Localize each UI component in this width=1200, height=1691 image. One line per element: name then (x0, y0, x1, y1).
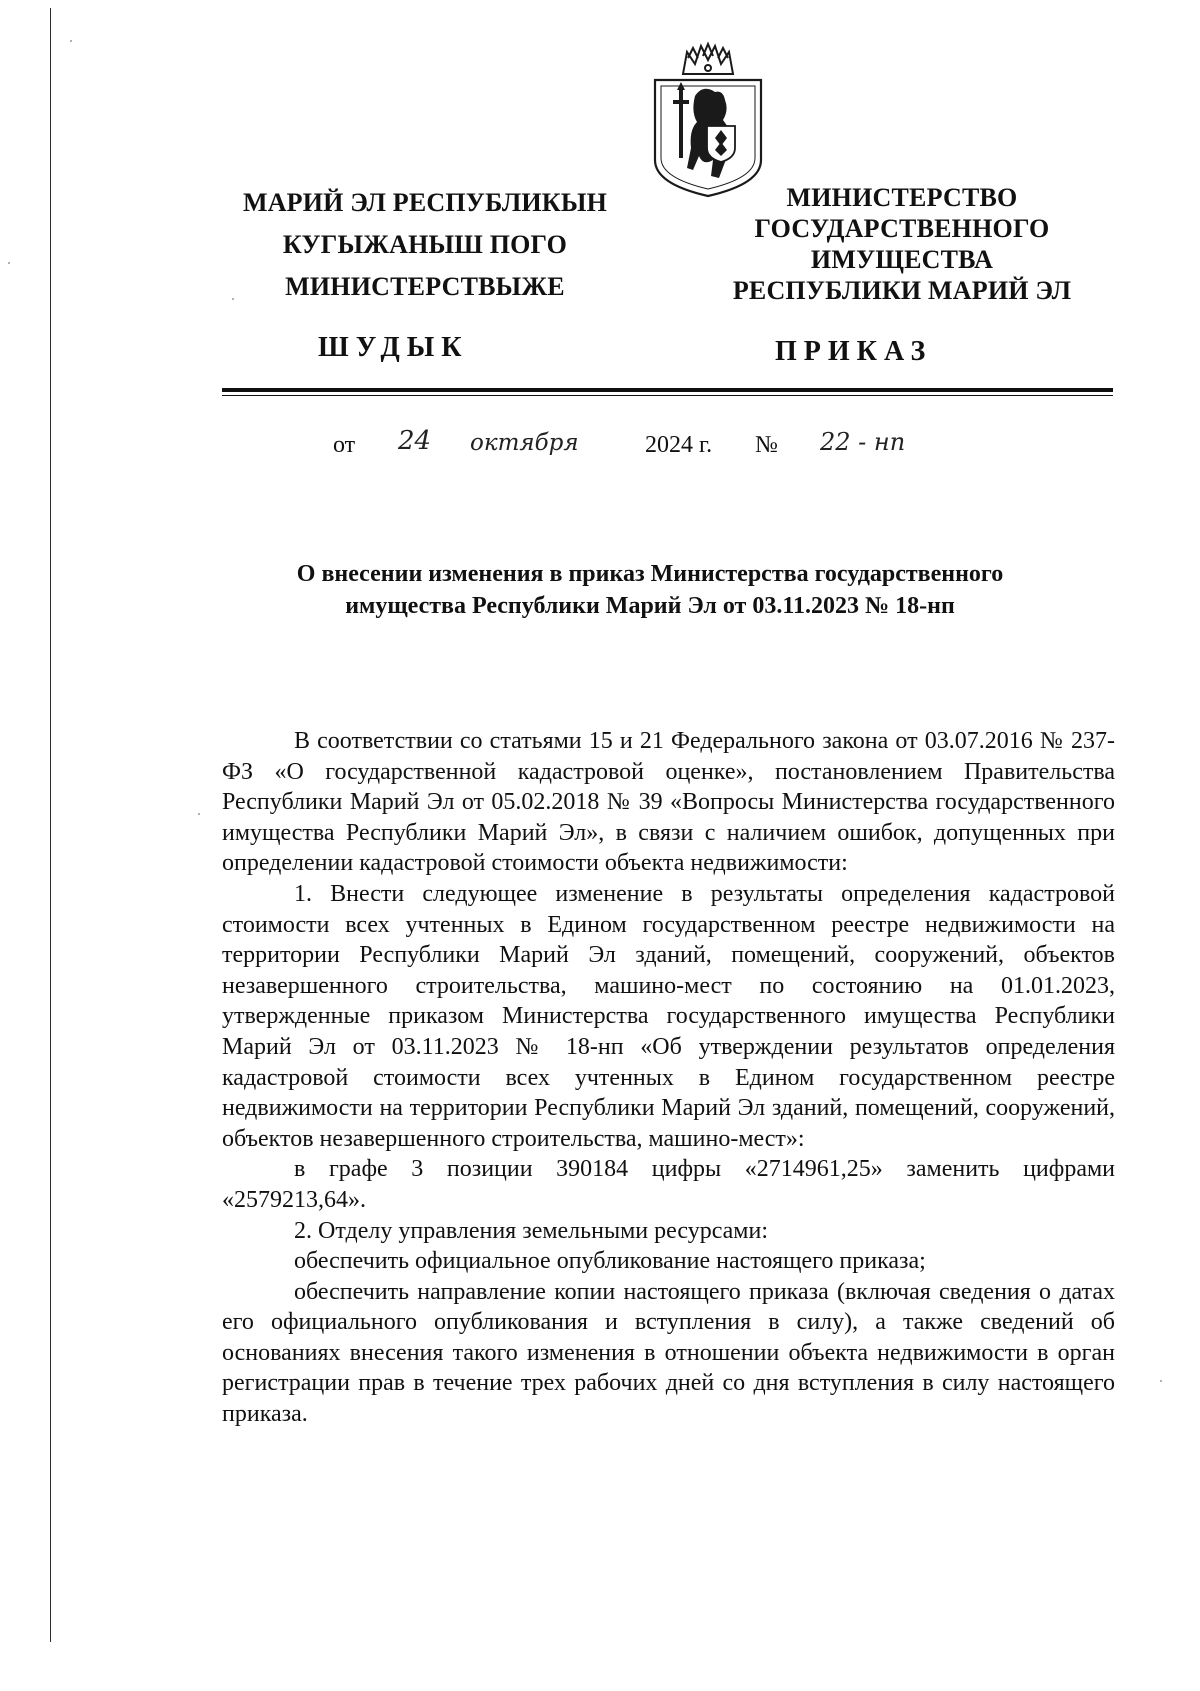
document-title-line: О внесении изменения в приказ Министерства государственного (296, 561, 1004, 587)
document-title (200, 558, 1100, 622)
header-right-line: ГОСУДАРСТВЕННОГО (754, 214, 1050, 243)
header-divider-thin (222, 395, 1113, 396)
header-left-line: КУГЫЖАНЫШ ПОГО (282, 230, 568, 259)
header-left-block (205, 182, 645, 308)
header-left-line: МИНИСТЕРСТВЫЖЕ (285, 272, 565, 301)
header-right-block (702, 182, 1102, 306)
date-month-handwritten: октября (470, 430, 579, 456)
header-right-line: РЕСПУБЛИКИ МАРИЙ ЭЛ (732, 276, 1072, 305)
number-sign: № (755, 432, 778, 458)
header-right-line: ИМУЩЕСТВА (810, 245, 994, 274)
date-day-handwritten: 24 (398, 426, 432, 456)
scan-speck (8, 262, 10, 264)
header-right-line: МИНИСТЕРСТВО (786, 183, 1018, 212)
scan-speck (198, 813, 200, 815)
header-left-line: МАРИЙ ЭЛ РЕСПУБЛИКЫН (242, 188, 608, 217)
scan-speck (1160, 1380, 1162, 1382)
date-prefix: от (333, 432, 356, 458)
document-title-line: имущества Республики Марий Эл от 03.11.2023 № 18-нп (345, 593, 955, 619)
order-number-handwritten: 22 - нп (820, 428, 906, 456)
header-divider-thick (222, 388, 1113, 392)
scan-speck (70, 40, 72, 42)
body-paragraph: в графе 3 позиции 390184 цифры «2714961,25» заменить цифрами «2579213,64». (222, 1156, 1115, 1213)
order-title-mari: ШУДЫК (318, 332, 469, 363)
body-paragraph: 2. Отделу управления земельными ресурсами: (294, 1217, 768, 1244)
body-paragraph: 1. Внести следующее изменение в результаты определения кадастровой стоимости всех учтенных в Едином государственном реестре недвижимости на территории Республики Марий Эл зданий, помещений, сооружений, объектов незавершенного строительства, машино-мест по состоянию на 01.01.2023, утвержденные приказом Министерства государственного имущества Республики Марий Эл от 03.11.2023 № 18-нп «Об утверждении результатов определения кадастровой стоимости всех учтенных в Едином государственном реестре недвижимости на территории Республики Марий Эл зданий, помещений, сооружений, объектов незавершенного строительства, машино-мест»: (222, 880, 1115, 1152)
body-paragraph: обеспечить официальное опубликование настоящего приказа; (294, 1248, 926, 1275)
body-paragraph: В соответствии со статьями 15 и 21 Федерального закона от 03.07.2016 № 237-ФЗ «О государственной кадастровой оценке», постановлением Правительства Республики Марий Эл от 05.02.2018 № 39 «Вопросы Министерства государственного имущества Республики Марий Эл», в связи с наличием ошибок, допущенных при определении кадастровой стоимости объекта недвижимости: (222, 728, 1115, 877)
order-title-russian: ПРИКАЗ (775, 336, 933, 367)
scan-edge-line (50, 8, 51, 1642)
body-paragraph: обеспечить направление копии настоящего приказа (включая сведения о датах его официального опубликования и вступления в силу), а также сведений об основаниях внесения такого изменения в отношении объекта недвижимости в орган регистрации прав в течение трех рабочих дней со дня вступления в силу настоящего приказа. (222, 1278, 1115, 1428)
document-body (222, 726, 1115, 1430)
date-year: 2024 г. (645, 432, 713, 458)
